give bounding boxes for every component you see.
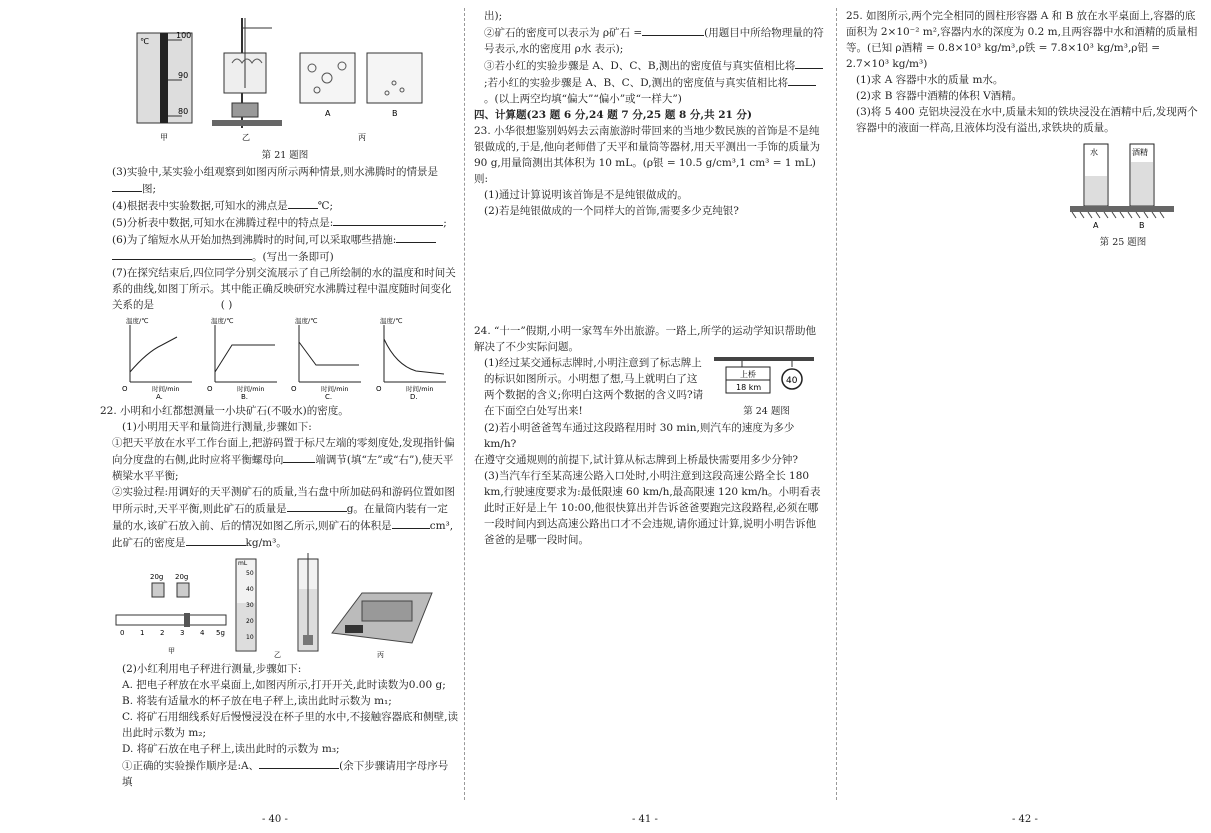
svg-text:温度/℃: 温度/℃ [379, 317, 403, 325]
sign-speed-text: 40 [785, 376, 797, 386]
svg-text:温度/℃: 温度/℃ [295, 317, 318, 325]
electronic-scale-figure [332, 593, 432, 659]
svg-text:0: 0 [120, 629, 125, 637]
sign-top-text: 上桥 [739, 370, 756, 379]
heating-apparatus-figure [212, 18, 282, 142]
svg-text:3: 3 [180, 629, 185, 637]
fig24 [707, 355, 826, 420]
svg-text:A.: A. [156, 393, 163, 399]
q22-1b: ②实验过程:用调好的天平测矿石的质量,当右盘中所加砝码和游码位置如图甲所示时,天平平衡,则此矿石的质量是 g。在量筒内装有一定量的水,该矿石放入前、后的情况如图乙所示,则矿石的体积是 cm³,此矿石的密度是 kg/m³。 [112, 486, 455, 549]
svg-text:温度/℃: 温度/℃ [210, 317, 234, 325]
label-b: B [392, 109, 398, 118]
label-water: 水 [1090, 148, 1098, 157]
q24-2: (2)若小明爸爸驾车通过这段路程用时 30 min,则汽车的速度为多少 km/h? [484, 422, 795, 450]
fig25 [1068, 140, 1178, 251]
page-number-41: - 41 - [632, 814, 658, 825]
svg-text:B.: B. [240, 393, 248, 399]
q22-1: (1)小明用天平和量筒进行测量,步骤如下: [122, 421, 312, 433]
boiling-beakers-figure [300, 53, 422, 142]
svg-text:O: O [206, 385, 213, 393]
svg-text:20: 20 [246, 618, 254, 625]
svg-text:50: 50 [246, 570, 254, 577]
svg-text:5g: 5g [216, 629, 225, 637]
q21-6: (6)为了缩短水从开始加热到沸腾时的时间,可以采取哪些措施:。(写出一条即可) [112, 231, 458, 265]
page-number-42: - 42 - [1012, 814, 1038, 825]
q24-1-block [474, 355, 826, 420]
svg-text:O: O [122, 385, 128, 393]
containers-figure [1068, 140, 1178, 230]
fig24-caption: 第 24 题图 [743, 406, 790, 417]
page-40 [100, 8, 459, 790]
q25-2: (2)求 B 容器中酒精的体积 V酒精。 [856, 90, 1023, 102]
balance-scale-figure [116, 573, 226, 655]
graph-b [207, 317, 279, 399]
label-jia: 甲 [160, 133, 168, 142]
q21-7: (7)在探究结束后,四位同学分别交流展示了自己所绘制的水的温度和时间关系的曲线,如图丁所示。其中能正确反映研究水沸腾过程中温度随时间变化关系的是 ( ) [112, 267, 456, 311]
thermometer-figure [137, 31, 192, 142]
p2-l2: ②矿石的密度可以表示为 ρ矿石 = (用题目中所给物理量的符号表示,水的密度用 ρ水 表示); [474, 24, 826, 57]
figure-21 [132, 8, 432, 148]
fig21-caption: 第 21 题图 [261, 150, 309, 161]
svg-text:O: O [291, 385, 297, 393]
page-number-40: - 40 - [262, 814, 288, 825]
svg-text:mL: mL [238, 560, 248, 567]
p2-l1: 出); [484, 10, 503, 22]
q21-3: (3)实验中,某实验小组观察到如图丙所示两种情景,则水沸腾时的情景是图; [112, 166, 439, 195]
label-yi: 乙 [242, 133, 250, 142]
page-42 [846, 8, 1200, 251]
sign-bottom-text: 18 km [735, 383, 761, 392]
svg-text:丙: 丙 [377, 651, 384, 659]
label-a: A [325, 109, 331, 118]
q24-1: (1)经过某交通标志牌时,小明注意到了标志牌上的标识如图所示。小明想了想,马上就明白了这两个数据的含义;你明白这两个数据的含义吗?请在下面空白处写出来! [484, 357, 704, 417]
svg-text:1: 1 [140, 629, 145, 637]
svg-text:温度/℃: 温度/℃ [126, 317, 149, 325]
svg-text:4: 4 [200, 629, 205, 637]
q22-2: (2)小红利用电子秤进行测量,步骤如下: [122, 663, 302, 675]
graph-a [122, 317, 194, 399]
label-alcohol: 酒精 [1132, 148, 1148, 157]
svg-text:20g: 20g [175, 573, 189, 581]
svg-text:2: 2 [160, 629, 165, 637]
p2-l3: ③若小红的实验步骤是 A、D、C、B,测出的密度值与真实值相比将;若小红的实验步骤是 A、B、C、D,测出的密度值与真实值相比将。(以上两空均填“偏大”“偏小”或“一样大”) [474, 57, 826, 107]
fig25-caption: 第 25 题图 [1099, 237, 1147, 248]
page-41 [474, 8, 826, 548]
svg-text:O: O [375, 385, 382, 393]
q22-1a: ①把天平放在水平工作台面上,把游码置于标尺左端的零刻度处,发现指针偏向分度盘的右侧,此时应将平衡螺母向 端调节(填“左”或“右”),使天平横梁水平平衡; [112, 437, 455, 482]
graph-c [291, 317, 363, 399]
svg-text:30: 30 [246, 602, 254, 609]
svg-text:时间/min: 时间/min [405, 385, 434, 393]
q21-4: (4)根据表中实验数据,可知水的沸点是 ℃; [112, 197, 458, 214]
tick-90: 90 [178, 71, 189, 80]
graduated-cylinders-figure [236, 553, 318, 659]
q25-1: (1)求 A 容器中水的质量 m水。 [856, 74, 1004, 86]
figure-22 [112, 553, 458, 661]
svg-text:时间/min: 时间/min [321, 385, 349, 393]
q22-2d: D. 将矿石放在电子秤上,读出此时的示数为 m₃; [122, 743, 340, 755]
temperature-graphs [112, 317, 458, 399]
q25: 25. 如图所示,两个完全相同的圆柱形容器 A 和 B 放在水平桌面上,容器的底面积为 2×10⁻² m²,容器内水的深度为 0.2 m,且两容器中水和酒精的质量相等。(已知 ρ酒精 = 0.8×10³ kg/m³,ρ铁 = 7.8×10³ kg/m³,ρ铝 = 2.7×10³ kg/m³) [846, 10, 1198, 70]
label-b: B [1139, 221, 1145, 230]
q23: 23. 小华很想鉴别妈妈去云南旅游时带回来的当地少数民族的首饰是不是纯银做成的,于是,他向老师借了天平和量筒等器材,用天平测出一手饰的质量为 90 g,用量筒测出其体积为 10 mL。(ρ银 = 10.5 g/cm³,1 cm³ = 1 mL)则: [474, 125, 821, 185]
traffic-sign-figure [712, 355, 822, 399]
svg-text:时间/min: 时间/min [152, 385, 180, 393]
graph-d [376, 317, 448, 399]
q21-5: (5)分析表中数据,可知水在沸腾过程中的特点是: ; [112, 214, 458, 231]
tick-100: 100 [176, 31, 192, 40]
svg-text:C.: C. [325, 393, 333, 399]
therm-unit: ℃ [140, 37, 149, 46]
svg-text:40: 40 [246, 586, 254, 593]
q22-2c: C. 将矿石用细线系好后慢慢浸没在杯子里的水中,不接触容器底和侧壁,读出此时示数为 m₂; [122, 711, 459, 739]
svg-text:D.: D. [409, 393, 418, 399]
label-a: A [1093, 221, 1099, 230]
section-4-heading: 四、计算题(23 题 6 分,24 题 7 分,25 题 8 分,共 21 分) [474, 109, 752, 121]
svg-text:甲: 甲 [168, 647, 175, 655]
q22-2e: ①正确的实验操作顺序是:A、 (余下步骤请用字母序号填 [112, 757, 458, 790]
q24-3: (3)当汽车行至某高速公路入口处时,小明注意到这段高速公路全长 180 km,行驶速度要求为:最低限速 60 km/h,最高限速 120 km/h。小明看表此时正好是上午 10:00,他很快算出并告诉爸爸要跑完这段路程,必须在哪一段时间内到达高速公路出口才不会违规,请你通过计算,说明小明告诉他爸爸的是哪一段时间。 [484, 470, 821, 546]
q23-2: (2)若是纯银做成的一个同样大的首饰,需要多少克纯银? [484, 205, 739, 217]
q24-2b: 在遵守交通规则的前提下,试计算从标志牌到上桥最快需要用多少分钟? [474, 454, 798, 466]
q22-title: 22. 小明和小红都想测量一小块矿石(不吸水)的密度。 [100, 405, 349, 417]
q23-1: (1)通过计算说明该首饰是不是纯银做成的。 [484, 189, 688, 201]
svg-text:乙: 乙 [274, 651, 281, 659]
q22-2b: B. 将装有适量水的杯子放在电子秤上,读出此时示数为 m₁; [122, 695, 392, 707]
q25-3: (3)将 5 400 克铝块浸没在水中,质量未知的铁块浸没在酒精中后,发现两个容器中的液面一样高,且液体均没有溢出,求铁块的质量。 [856, 106, 1198, 134]
tick-80: 80 [178, 107, 189, 116]
label-bing: 丙 [358, 133, 366, 142]
svg-text:10: 10 [246, 634, 254, 641]
svg-text:20g: 20g [150, 573, 164, 581]
q24: 24. “十一”假期,小明一家驾车外出旅游。一路上,所学的运动学知识帮助他解决了不少实际问题。 [474, 325, 816, 353]
svg-text:时间/min: 时间/min [236, 385, 265, 393]
q22-2a: A. 把电子秤放在水平桌面上,如图丙所示,打开开关,此时读数为0.00 g; [122, 679, 446, 691]
